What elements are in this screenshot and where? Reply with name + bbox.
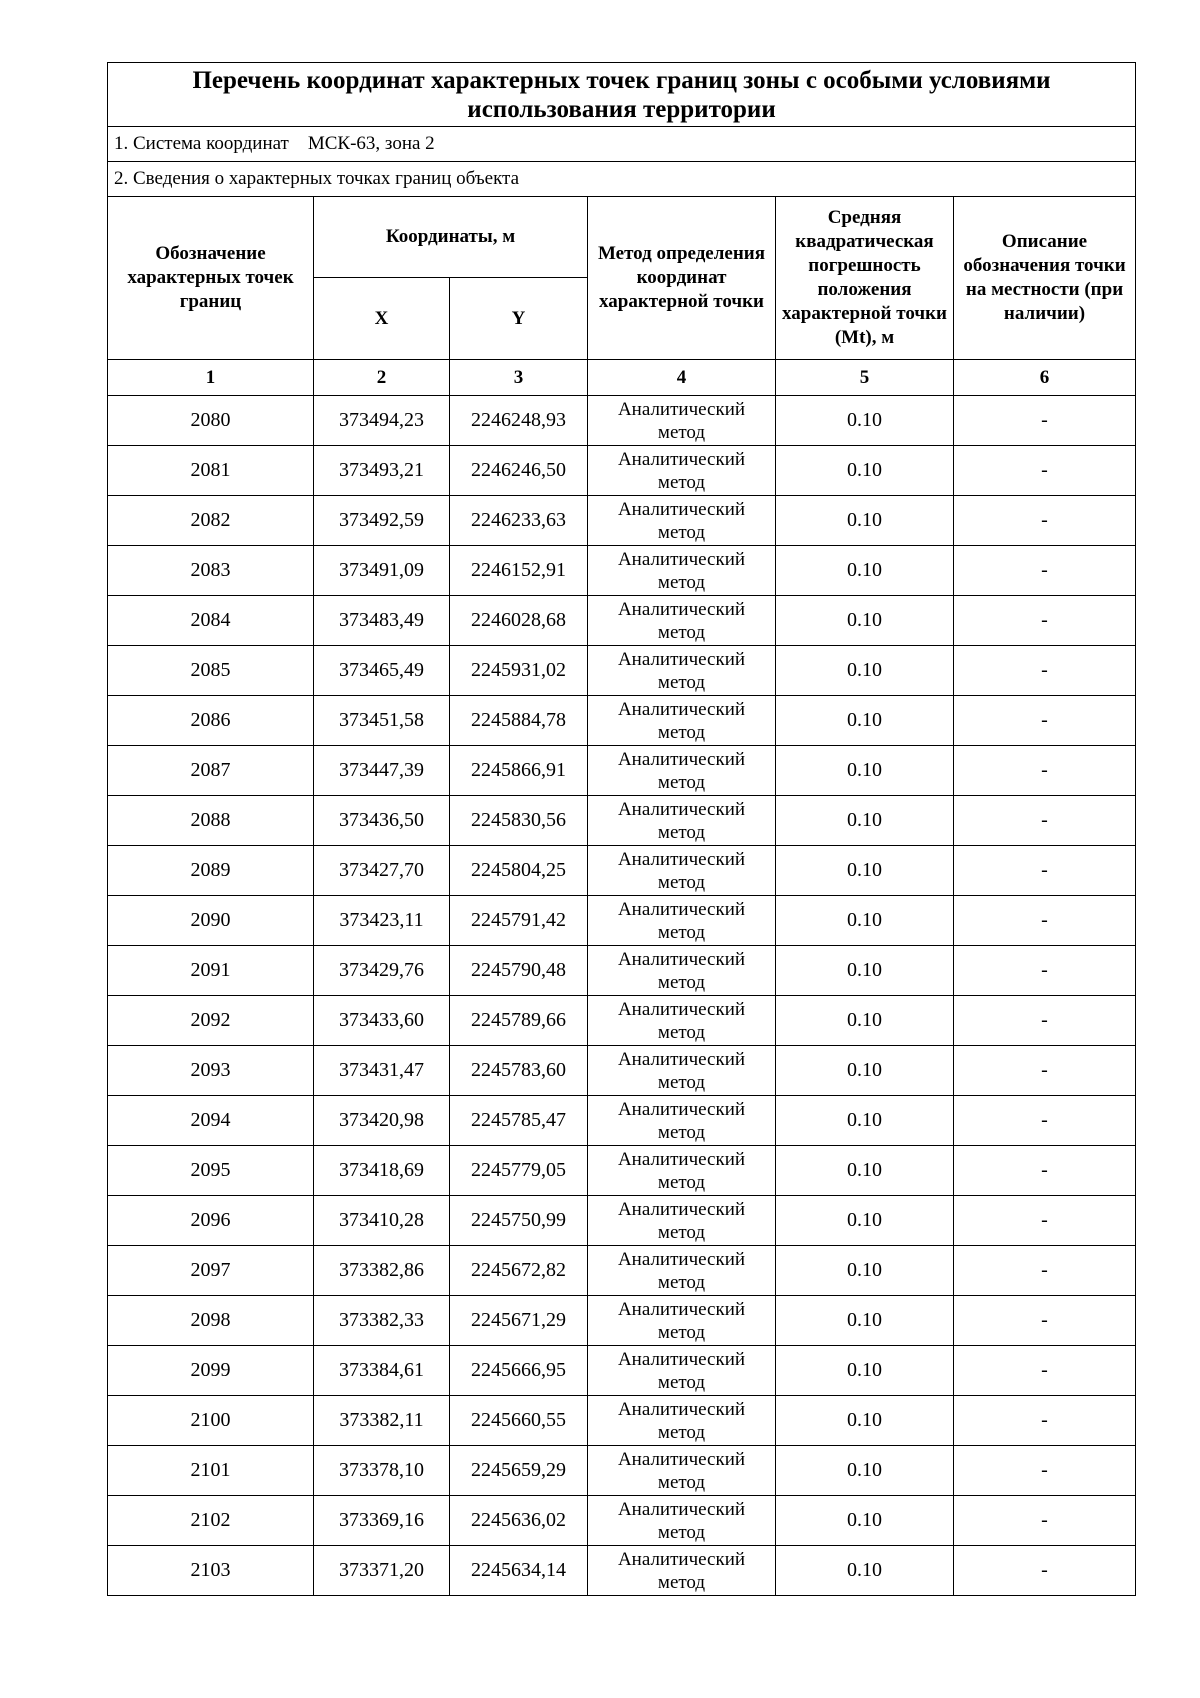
table-row xyxy=(108,1496,1136,1546)
table-row xyxy=(108,846,1136,896)
method-line-2: метод xyxy=(657,571,706,593)
method-line-2: метод xyxy=(657,1371,706,1393)
method-line-1: Аналитический xyxy=(617,948,746,970)
coord-y: 2245785,47 xyxy=(450,1096,588,1146)
point-description: - xyxy=(954,1046,1136,1096)
mt-value: 0.10 xyxy=(776,596,954,646)
point-description: - xyxy=(954,1396,1136,1446)
point-description: - xyxy=(954,596,1136,646)
point-description: - xyxy=(954,946,1136,996)
column-number: 5 xyxy=(776,360,954,396)
method-line-1: Аналитический xyxy=(617,1548,746,1570)
point-id: 2097 xyxy=(108,1246,314,1296)
point-id: 2098 xyxy=(108,1296,314,1346)
method-cell xyxy=(588,1196,776,1246)
method-line-2: метод xyxy=(657,671,706,693)
method-cell xyxy=(588,896,776,946)
coord-x: 373483,49 xyxy=(314,596,450,646)
mt-value: 0.10 xyxy=(776,396,954,446)
method-line-1: Аналитический xyxy=(617,1348,746,1370)
method-line-2: метод xyxy=(657,771,706,793)
table-row xyxy=(108,396,1136,446)
header-error: Средняя квадратическая погрешность положения характерной точки (Mt), м xyxy=(776,197,954,360)
method-line-2: метод xyxy=(657,1121,706,1143)
table-row xyxy=(108,946,1136,996)
point-description: - xyxy=(954,796,1136,846)
coord-y: 2245884,78 xyxy=(450,696,588,746)
coord-y: 2246248,93 xyxy=(450,396,588,446)
method-line-2: метод xyxy=(657,521,706,543)
method-line-2: метод xyxy=(657,421,706,443)
mt-value: 0.10 xyxy=(776,1046,954,1096)
column-number: 2 xyxy=(314,360,450,396)
method-line-2: метод xyxy=(657,1471,706,1493)
coord-x: 373494,23 xyxy=(314,396,450,446)
method-line-1: Аналитический xyxy=(617,798,746,820)
table-row xyxy=(108,1296,1136,1346)
mt-value: 0.10 xyxy=(776,1296,954,1346)
coord-x: 373410,28 xyxy=(314,1196,450,1246)
method-cell xyxy=(588,446,776,496)
method-line-1: Аналитический xyxy=(617,698,746,720)
coord-x: 373431,47 xyxy=(314,1046,450,1096)
table-row xyxy=(108,546,1136,596)
method-line-2: метод xyxy=(657,921,706,943)
method-line-2: метод xyxy=(657,721,706,743)
point-id: 2095 xyxy=(108,1146,314,1196)
section-2-label: 2. Сведения о характерных точках границ объекта xyxy=(108,162,1136,197)
method-cell xyxy=(588,1296,776,1346)
method-line-2: метод xyxy=(657,1221,706,1243)
coord-y: 2245790,48 xyxy=(450,946,588,996)
mt-value: 0.10 xyxy=(776,796,954,846)
coord-y: 2245634,14 xyxy=(450,1546,588,1596)
point-description: - xyxy=(954,446,1136,496)
mt-value: 0.10 xyxy=(776,946,954,996)
coord-x: 373423,11 xyxy=(314,896,450,946)
method-line-2: метод xyxy=(657,471,706,493)
table-row xyxy=(108,646,1136,696)
table-row xyxy=(108,496,1136,546)
point-id: 2101 xyxy=(108,1446,314,1496)
point-description: - xyxy=(954,1496,1136,1546)
table-row xyxy=(108,1146,1136,1196)
header-y: Y xyxy=(450,278,588,360)
coord-y: 2245666,95 xyxy=(450,1346,588,1396)
method-cell xyxy=(588,946,776,996)
mt-value: 0.10 xyxy=(776,1246,954,1296)
method-cell xyxy=(588,996,776,1046)
point-id: 2082 xyxy=(108,496,314,546)
mt-value: 0.10 xyxy=(776,1346,954,1396)
mt-value: 0.10 xyxy=(776,746,954,796)
method-line-1: Аналитический xyxy=(617,748,746,770)
point-id: 2083 xyxy=(108,546,314,596)
method-line-1: Аналитический xyxy=(617,448,746,470)
method-line-2: метод xyxy=(657,1021,706,1043)
mt-value: 0.10 xyxy=(776,846,954,896)
table-row xyxy=(108,596,1136,646)
mt-value: 0.10 xyxy=(776,1496,954,1546)
coord-x: 373493,21 xyxy=(314,446,450,496)
coord-y: 2245636,02 xyxy=(450,1496,588,1546)
method-line-1: Аналитический xyxy=(617,1148,746,1170)
mt-value: 0.10 xyxy=(776,1196,954,1246)
table-row xyxy=(108,1096,1136,1146)
coord-x: 373418,69 xyxy=(314,1146,450,1196)
table-row xyxy=(108,696,1136,746)
coordinate-system-label: 1. Система координат xyxy=(114,133,289,154)
coord-x: 373384,61 xyxy=(314,1346,450,1396)
mt-value: 0.10 xyxy=(776,1096,954,1146)
point-description: - xyxy=(954,1246,1136,1296)
method-line-1: Аналитический xyxy=(617,998,746,1020)
method-cell xyxy=(588,596,776,646)
point-id: 2099 xyxy=(108,1346,314,1396)
point-id: 2092 xyxy=(108,996,314,1046)
column-number: 4 xyxy=(588,360,776,396)
mt-value: 0.10 xyxy=(776,1546,954,1596)
coord-x: 373451,58 xyxy=(314,696,450,746)
table-body xyxy=(108,396,1136,1596)
coord-y: 2245671,29 xyxy=(450,1296,588,1346)
point-description: - xyxy=(954,846,1136,896)
method-line-2: метод xyxy=(657,1071,706,1093)
method-line-1: Аналитический xyxy=(617,1498,746,1520)
coordinate-system-value: МСК-63, зона 2 xyxy=(307,133,435,154)
coord-y: 2245789,66 xyxy=(450,996,588,1046)
point-id: 2084 xyxy=(108,596,314,646)
mt-value: 0.10 xyxy=(776,996,954,1046)
method-cell xyxy=(588,1046,776,1096)
method-line-1: Аналитический xyxy=(617,1048,746,1070)
coord-x: 373382,33 xyxy=(314,1296,450,1346)
column-numbers-row xyxy=(108,360,1136,396)
method-line-2: метод xyxy=(657,871,706,893)
point-id: 2088 xyxy=(108,796,314,846)
coord-y: 2245750,99 xyxy=(450,1196,588,1246)
coord-y: 2246246,50 xyxy=(450,446,588,496)
point-id: 2093 xyxy=(108,1046,314,1096)
point-id: 2096 xyxy=(108,1196,314,1246)
mt-value: 0.10 xyxy=(776,496,954,546)
coordinates-table xyxy=(107,62,1136,1596)
point-description: - xyxy=(954,1346,1136,1396)
table-row xyxy=(108,446,1136,496)
method-cell xyxy=(588,1346,776,1396)
point-id: 2102 xyxy=(108,1496,314,1546)
method-cell xyxy=(588,796,776,846)
method-line-2: метод xyxy=(657,1321,706,1343)
coord-x: 373382,86 xyxy=(314,1246,450,1296)
table-row xyxy=(108,746,1136,796)
header-description: Описание обозначения точки на местности (при наличии) xyxy=(954,197,1136,360)
point-id: 2091 xyxy=(108,946,314,996)
table-row xyxy=(108,1196,1136,1246)
point-id: 2094 xyxy=(108,1096,314,1146)
method-line-1: Аналитический xyxy=(617,1448,746,1470)
coord-y: 2246233,63 xyxy=(450,496,588,546)
point-id: 2103 xyxy=(108,1546,314,1596)
coord-x: 373382,11 xyxy=(314,1396,450,1446)
method-line-1: Аналитический xyxy=(617,598,746,620)
method-cell xyxy=(588,546,776,596)
point-description: - xyxy=(954,1296,1136,1346)
mt-value: 0.10 xyxy=(776,646,954,696)
coord-x: 373447,39 xyxy=(314,746,450,796)
point-description: - xyxy=(954,546,1136,596)
method-line-1: Аналитический xyxy=(617,848,746,870)
point-description: - xyxy=(954,1546,1136,1596)
coord-x: 373465,49 xyxy=(314,646,450,696)
method-cell xyxy=(588,1146,776,1196)
table-row xyxy=(108,1046,1136,1096)
point-description: - xyxy=(954,1096,1136,1146)
method-line-2: метод xyxy=(657,1271,706,1293)
coord-x: 373429,76 xyxy=(314,946,450,996)
method-cell xyxy=(588,1496,776,1546)
coord-x: 373492,59 xyxy=(314,496,450,546)
method-line-2: метод xyxy=(657,1521,706,1543)
coord-y: 2245931,02 xyxy=(450,646,588,696)
coord-x: 373436,50 xyxy=(314,796,450,846)
point-description: - xyxy=(954,646,1136,696)
method-line-1: Аналитический xyxy=(617,1098,746,1120)
point-description: - xyxy=(954,696,1136,746)
coord-x: 373491,09 xyxy=(314,546,450,596)
coord-x: 373427,70 xyxy=(314,846,450,896)
coord-x: 373433,60 xyxy=(314,996,450,1046)
point-id: 2081 xyxy=(108,446,314,496)
table-row xyxy=(108,1246,1136,1296)
coord-y: 2246152,91 xyxy=(450,546,588,596)
point-description: - xyxy=(954,1196,1136,1246)
method-cell xyxy=(588,846,776,896)
mt-value: 0.10 xyxy=(776,546,954,596)
point-description: - xyxy=(954,746,1136,796)
method-line-2: метод xyxy=(657,1421,706,1443)
point-id: 2100 xyxy=(108,1396,314,1446)
method-line-2: метод xyxy=(657,1171,706,1193)
point-description: - xyxy=(954,896,1136,946)
method-cell xyxy=(588,646,776,696)
method-line-2: метод xyxy=(657,971,706,993)
method-cell xyxy=(588,496,776,546)
point-description: - xyxy=(954,1146,1136,1196)
coord-x: 373378,10 xyxy=(314,1446,450,1496)
header-x: X xyxy=(314,278,450,360)
coordinate-system-row xyxy=(108,127,1136,162)
point-description: - xyxy=(954,1446,1136,1496)
point-id: 2090 xyxy=(108,896,314,946)
coord-y: 2245791,42 xyxy=(450,896,588,946)
coord-x: 373371,20 xyxy=(314,1546,450,1596)
coord-x: 373420,98 xyxy=(314,1096,450,1146)
method-line-1: Аналитический xyxy=(617,398,746,420)
point-description: - xyxy=(954,396,1136,446)
coord-y: 2245779,05 xyxy=(450,1146,588,1196)
method-line-1: Аналитический xyxy=(617,898,746,920)
method-line-1: Аналитический xyxy=(617,498,746,520)
document-title: Перечень координат характерных точек границ зоны с особыми условиями использования территории xyxy=(108,63,1136,127)
header-coordinates: Координаты, м xyxy=(314,197,588,278)
coord-y: 2245804,25 xyxy=(450,846,588,896)
method-line-1: Аналитический xyxy=(617,1198,746,1220)
coord-y: 2245660,55 xyxy=(450,1396,588,1446)
coord-y: 2245830,56 xyxy=(450,796,588,846)
column-number: 1 xyxy=(108,360,314,396)
mt-value: 0.10 xyxy=(776,1396,954,1446)
coord-y: 2246028,68 xyxy=(450,596,588,646)
method-line-1: Аналитический xyxy=(617,1298,746,1320)
method-line-2: метод xyxy=(657,621,706,643)
method-line-2: метод xyxy=(657,1571,706,1593)
point-description: - xyxy=(954,996,1136,1046)
coord-x: 373369,16 xyxy=(314,1496,450,1546)
method-line-1: Аналитический xyxy=(617,1398,746,1420)
header-method: Метод определения координат характерной точки xyxy=(588,197,776,360)
table-row xyxy=(108,1546,1136,1596)
table-row xyxy=(108,1396,1136,1446)
point-description: - xyxy=(954,496,1136,546)
point-id: 2085 xyxy=(108,646,314,696)
method-cell xyxy=(588,396,776,446)
method-line-1: Аналитический xyxy=(617,648,746,670)
method-cell xyxy=(588,1096,776,1146)
column-number: 6 xyxy=(954,360,1136,396)
coord-y: 2245783,60 xyxy=(450,1046,588,1096)
mt-value: 0.10 xyxy=(776,696,954,746)
method-cell xyxy=(588,1396,776,1446)
mt-value: 0.10 xyxy=(776,896,954,946)
header-designation: Обозначение характерных точек границ xyxy=(108,197,314,360)
method-cell xyxy=(588,746,776,796)
point-id: 2089 xyxy=(108,846,314,896)
method-cell xyxy=(588,1546,776,1596)
column-number: 3 xyxy=(450,360,588,396)
coord-y: 2245866,91 xyxy=(450,746,588,796)
method-line-2: метод xyxy=(657,821,706,843)
point-id: 2086 xyxy=(108,696,314,746)
mt-value: 0.10 xyxy=(776,1146,954,1196)
table-row xyxy=(108,996,1136,1046)
mt-value: 0.10 xyxy=(776,1446,954,1496)
point-id: 2080 xyxy=(108,396,314,446)
table-row xyxy=(108,1446,1136,1496)
table-row xyxy=(108,1346,1136,1396)
point-id: 2087 xyxy=(108,746,314,796)
method-cell xyxy=(588,1246,776,1296)
method-line-1: Аналитический xyxy=(617,548,746,570)
coord-y: 2245659,29 xyxy=(450,1446,588,1496)
method-line-1: Аналитический xyxy=(617,1248,746,1270)
mt-value: 0.10 xyxy=(776,446,954,496)
method-cell xyxy=(588,696,776,746)
table-row xyxy=(108,896,1136,946)
table-row xyxy=(108,796,1136,846)
coord-y: 2245672,82 xyxy=(450,1246,588,1296)
method-cell xyxy=(588,1446,776,1496)
